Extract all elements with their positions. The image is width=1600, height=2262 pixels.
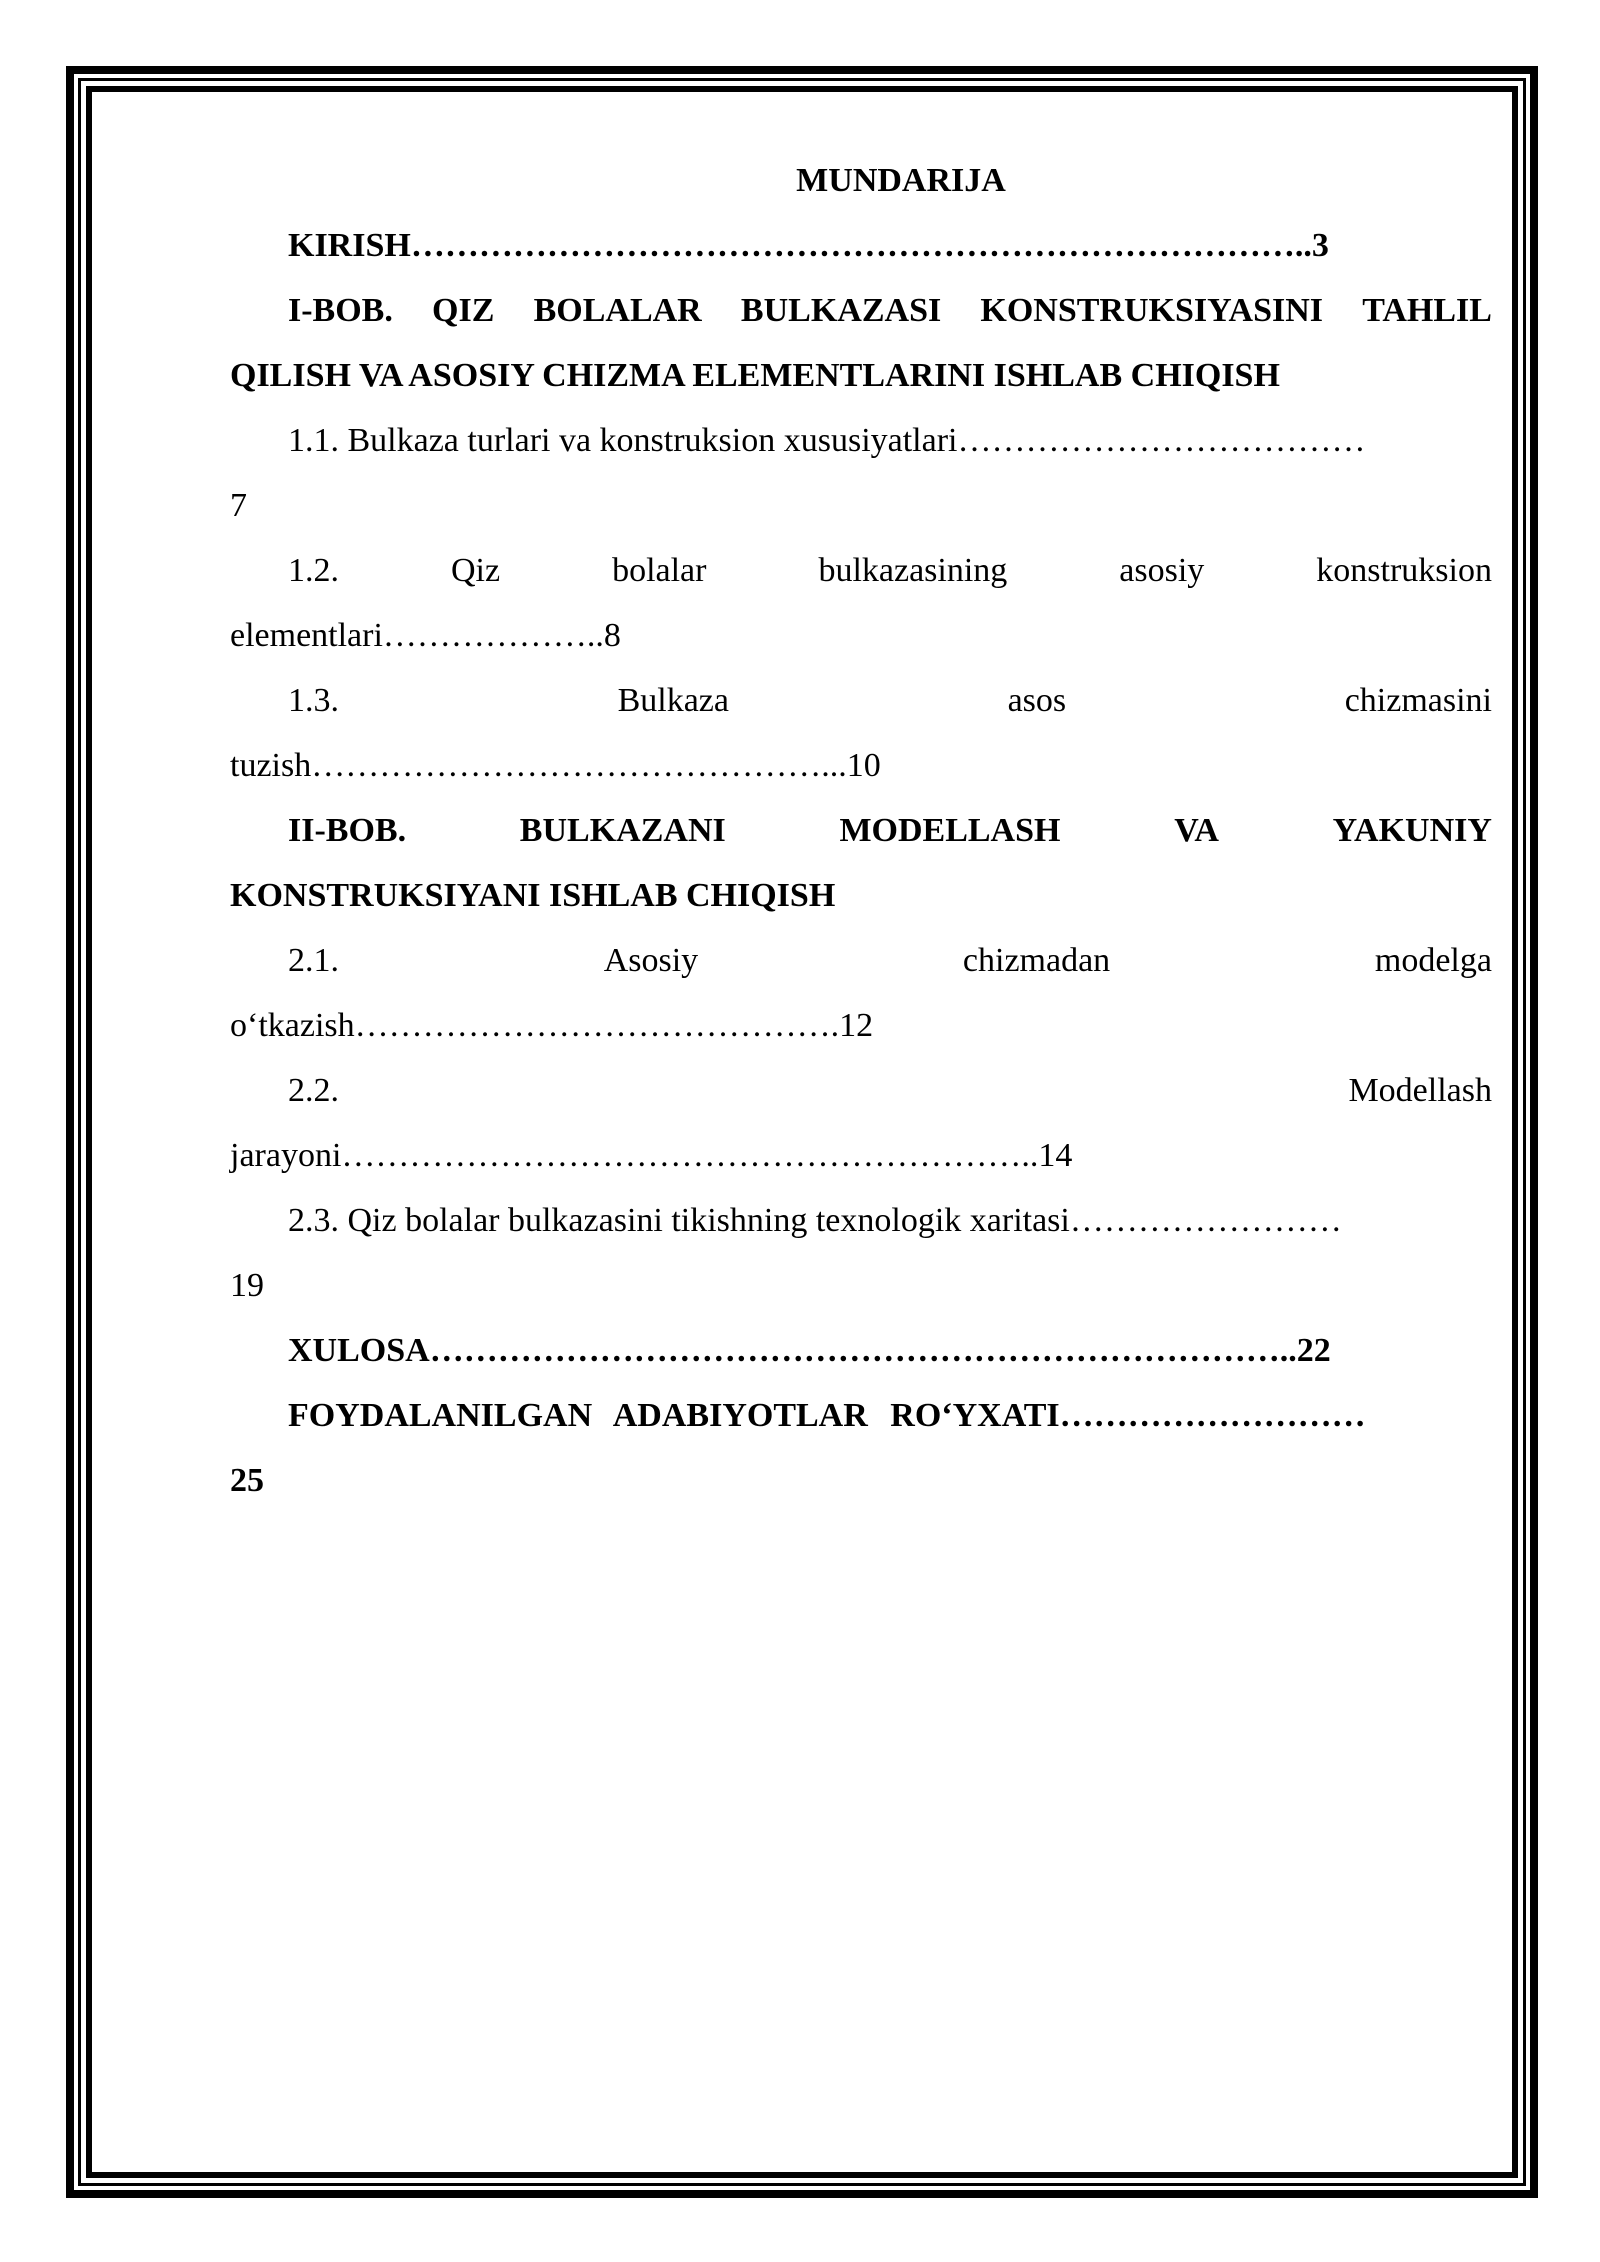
toc-entry-line2: o‘tkazish…………………………………….12	[230, 1007, 874, 1044]
toc-entry-line2: tuzish………………………………………...10	[230, 747, 881, 784]
toc-entry-line2: QILISH VA ASOSIY CHIZMA ELEMENTLARINI ISHLAB CHIQISH	[230, 357, 1280, 394]
toc-word: asos	[1007, 682, 1067, 719]
toc-word: 2.2.	[288, 1072, 339, 1109]
toc-entry-1-2	[230, 538, 1492, 668]
toc-entry-1-3	[230, 668, 1492, 798]
toc-page-number: 7	[230, 487, 247, 524]
toc-entry-xulosa	[230, 1318, 1492, 1383]
toc-word: BULKAZANI	[519, 812, 726, 849]
toc-page-number: 25	[230, 1462, 264, 1499]
toc-word: bolalar	[612, 552, 707, 589]
toc-entry-line2: elementlari………………..8	[230, 617, 621, 654]
toc-word: BULKAZASI	[740, 292, 942, 329]
toc-entry-kirish	[230, 213, 1492, 278]
toc-word: bulkazasining	[818, 552, 1008, 589]
toc-word: Modellash	[1348, 1072, 1492, 1109]
toc-entry-line1: 1.1. Bulkaza turlari va konstruksion xususiyatlari………………………………	[288, 422, 1366, 459]
toc-entry-2-1	[230, 928, 1492, 1058]
toc-word: 2.1.	[288, 942, 339, 979]
toc-entry-line2: KONSTRUKSIYANI ISHLAB CHIQISH	[230, 877, 836, 914]
toc-word: TAHLIL	[1362, 292, 1492, 329]
toc-entry-2-2	[230, 1058, 1492, 1188]
table-of-contents	[230, 148, 1492, 1513]
toc-entry-2-3	[230, 1188, 1492, 1318]
toc-entry-chapter-1	[230, 278, 1492, 408]
toc-word: 1.2.	[288, 552, 339, 589]
toc-word: KONSTRUKSIYASINI	[980, 292, 1324, 329]
toc-word: II-BOB.	[288, 812, 407, 849]
toc-word: chizmasini	[1344, 682, 1492, 719]
toc-entry-chapter-2	[230, 798, 1492, 928]
toc-entry-text: KIRISH……………………………………………………………………..3	[288, 227, 1329, 264]
toc-word: 1.3.	[288, 682, 339, 719]
page-title: MUNDARIJA	[796, 162, 1006, 199]
toc-word: YAKUNIY	[1332, 812, 1492, 849]
toc-word: Qiz	[450, 552, 501, 589]
toc-word: VA	[1174, 812, 1219, 849]
toc-entry-text: XULOSA…………………………………………………………………..22	[288, 1332, 1331, 1369]
toc-word: asosiy	[1119, 552, 1205, 589]
toc-entry-1-1	[230, 408, 1492, 538]
toc-word: Bulkaza	[617, 682, 729, 719]
toc-word: BOLALAR	[533, 292, 702, 329]
toc-word: modelga	[1374, 942, 1492, 979]
toc-entry-line2: jarayoni……………………………………………………..14	[230, 1137, 1073, 1174]
toc-entry-references	[230, 1383, 1492, 1513]
toc-word: I-BOB.	[288, 292, 393, 329]
toc-word: Asosiy	[603, 942, 699, 979]
toc-page-number: 19	[230, 1267, 264, 1304]
toc-word: konstruksion	[1316, 552, 1492, 589]
toc-word: MODELLASH	[839, 812, 1061, 849]
toc-entry-line1: FOYDALANILGAN ADABIYOTLAR RO‘YXATI………………………	[288, 1397, 1366, 1434]
toc-word: chizmadan	[962, 942, 1111, 979]
toc-entry-line1: 2.3. Qiz bolalar bulkazasini tikishning texnologik xaritasi……………………	[288, 1202, 1342, 1239]
toc-word: QIZ	[432, 292, 495, 329]
